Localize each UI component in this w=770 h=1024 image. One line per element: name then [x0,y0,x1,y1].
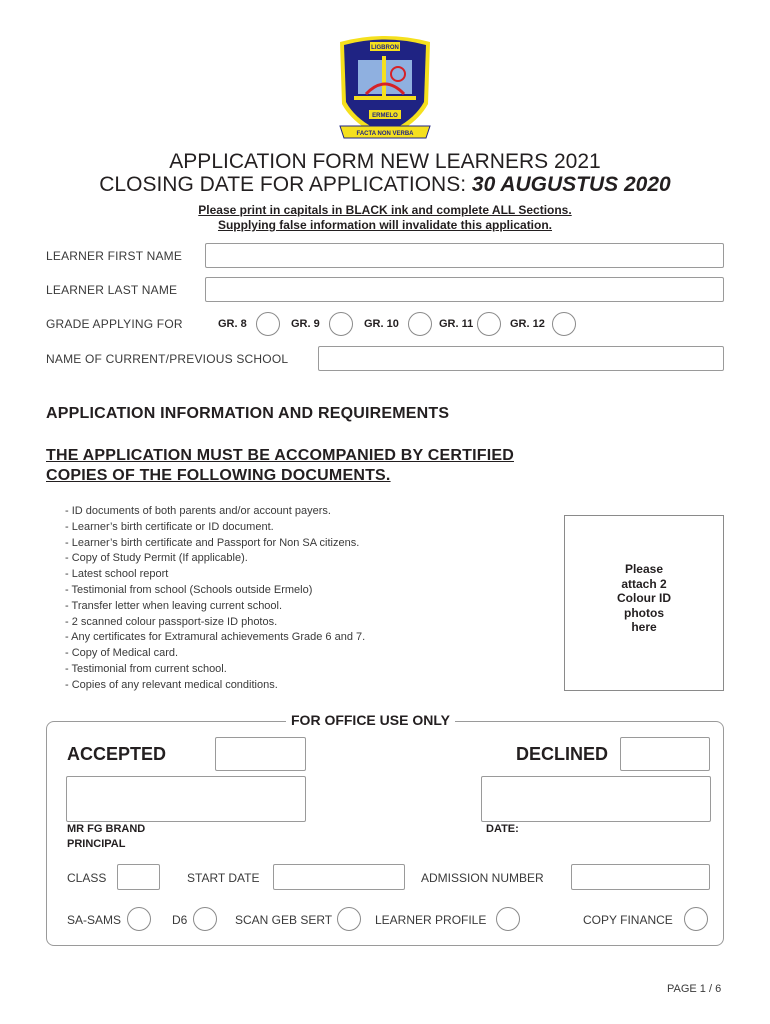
grade-12-label: GR. 12 [510,318,545,330]
first-name-field[interactable] [205,243,724,268]
start-date-field[interactable] [273,864,405,890]
form-title [0,150,770,196]
grade-8-checkbox[interactable] [256,312,280,336]
grade-9-label: GR. 9 [291,318,320,330]
list-item: - Learner’s birth certificate and Passport for Non SA citizens. [65,536,360,549]
photo-line: photos [624,605,664,620]
list-item: - Any certificates for Extramural achievements Grade 6 and 7. [65,631,366,644]
list-item: - Copies of any relevant medical conditions. [65,678,278,691]
copy-finance-label: COPY FINANCE [583,913,673,927]
instruction-1: Please print in capitals in BLACK ink and complete ALL Sections. [198,203,572,217]
school-field[interactable] [318,346,724,371]
subheading-line-2: COPIES OF THE FOLLOWING DOCUMENTS. [46,467,391,484]
d6-label: D6 [172,913,188,927]
photo-attach-box[interactable] [564,515,724,691]
documents-list [65,504,365,694]
photo-line: attach 2 [621,576,667,591]
closing-date: 30 AUGUSTUS 2020 [471,173,671,196]
principal-signature-field[interactable] [66,776,306,822]
requirements-heading: APPLICATION INFORMATION AND REQUIREMENTS [46,405,450,422]
grade-12-checkbox[interactable] [552,312,576,336]
logo-motto: FACTA NON VERBA [356,131,414,137]
grade-8-label: GR. 8 [218,318,247,330]
requirements-subheading [46,446,514,486]
grade-11-label: GR. 11 [439,318,474,330]
photo-line: here [631,620,657,635]
principal-title-line: PRINCIPAL [67,838,126,850]
grade-10-checkbox[interactable] [408,312,432,336]
copy-finance-checkbox[interactable] [684,907,708,931]
scan-geb-sert-checkbox[interactable] [337,907,361,931]
page-number: PAGE 1 / 6 [667,983,722,995]
grade-10-label: GR. 10 [364,318,399,330]
closing-date-label: CLOSING DATE FOR APPLICATIONS: [99,173,472,196]
list-item: - Testimonial from school (Schools outside Ermelo) [65,583,313,596]
admission-number-label: ADMISSION NUMBER [421,871,544,885]
first-name-label: LEARNER FIRST NAME [46,249,183,263]
learner-profile-label: LEARNER PROFILE [375,913,487,927]
start-date-label: START DATE [187,871,260,885]
list-item: - Latest school report [65,568,169,581]
declined-box[interactable] [620,737,710,771]
grade-11-checkbox[interactable] [477,312,501,336]
title-line-1: APPLICATION FORM NEW LEARNERS 2021 [169,150,601,173]
list-item: - Testimonial from current school. [65,662,227,675]
admission-number-field[interactable] [571,864,710,890]
photo-line: Please [624,562,664,576]
list-item: - Transfer letter when leaving current school. [65,599,283,612]
list-item: - Copy of Study Permit (If applicable). [65,552,248,565]
list-item: - Learner’s birth certificate or ID document. [65,520,274,533]
sa-sams-checkbox[interactable] [127,907,151,931]
instruction-2: Supplying false information will invalidate this application. [217,218,553,232]
class-field[interactable] [117,864,160,890]
logo-top-text: LIGBRON [371,45,399,51]
sa-sams-label: SA-SAMS [67,913,122,927]
last-name-label: LEARNER LAST NAME [46,283,178,297]
accepted-box[interactable] [215,737,306,771]
photo-instructions [565,562,723,635]
date-label: DATE: [486,823,519,835]
list-item: - ID documents of both parents and/or account payers. [65,505,331,517]
principal-name-line: MR FG BRAND [67,823,146,835]
accepted-label: ACCEPTED [67,744,167,764]
school-crest-logo [336,34,434,140]
school-label: NAME OF CURRENT/PREVIOUS SCHOOL [46,352,289,366]
class-label: CLASS [67,871,107,885]
declined-label: DECLINED [516,744,609,764]
date-field[interactable] [481,776,711,822]
logo-bottom-text: ERMELO [372,113,398,119]
photo-line: Colour ID [617,591,671,606]
title-line-2 [0,173,770,196]
scan-geb-sert-label: SCAN GEB SERT [235,913,333,927]
d6-checkbox[interactable] [193,907,217,931]
grade-label: GRADE APPLYING FOR [46,317,183,331]
list-item: - 2 scanned colour passport-size ID photos. [65,615,278,628]
principal-name [67,822,145,852]
last-name-field[interactable] [205,277,724,302]
subheading-line-1: THE APPLICATION MUST BE ACCOMPANIED BY CERTIFIED [46,447,514,464]
learner-profile-checkbox[interactable] [496,907,520,931]
grade-9-checkbox[interactable] [329,312,353,336]
list-item: - Copy of Medical card. [65,647,179,660]
office-use-title: FOR OFFICE USE ONLY [286,712,455,728]
